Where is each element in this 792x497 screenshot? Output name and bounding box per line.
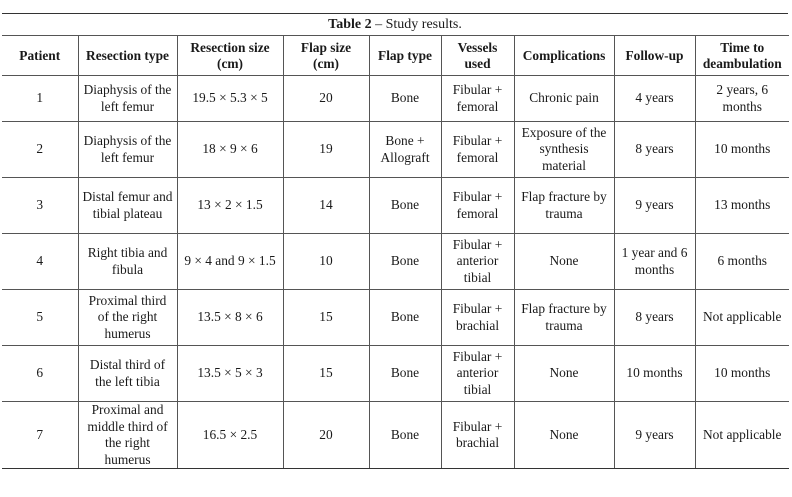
cell-flap-size: 19 [283, 122, 369, 178]
cell-follow-up: 10 months [614, 346, 695, 402]
cell-flap-type: Bone [369, 234, 441, 290]
header-flap-size: Flap size (cm) [283, 36, 369, 76]
cell-time-to-deambulation: 2 years, 6 months [695, 76, 789, 122]
cell-flap-type: Bone + Allograft [369, 122, 441, 178]
table-row [2, 76, 789, 122]
table-caption [2, 13, 788, 36]
header-complications: Complications [514, 36, 614, 76]
cell-time-to-deambulation: 10 months [695, 346, 789, 402]
header-resection-size: Resection size (cm) [177, 36, 283, 76]
cell-time-to-deambulation: Not applicable [695, 402, 789, 469]
cell-complications: None [514, 234, 614, 290]
cell-flap-type: Bone [369, 178, 441, 234]
table-row [2, 290, 789, 346]
cell-follow-up: 1 year and 6 months [614, 234, 695, 290]
cell-vessels-used: Fibular + femoral [441, 76, 514, 122]
cell-time-to-deambulation: 6 months [695, 234, 789, 290]
cell-flap-type: Bone [369, 290, 441, 346]
cell-vessels-used: Fibular + anterior tibial [441, 346, 514, 402]
cell-complications: Exposure of the synthesis material [514, 122, 614, 178]
table-caption-label: Table 2 [328, 17, 372, 32]
header-flap-type: Flap type [369, 36, 441, 76]
cell-resection-type: Proximal and middle third of the right humerus [78, 402, 177, 469]
cell-flap-size: 20 [283, 402, 369, 469]
header-vessels-used: Vessels used [441, 36, 514, 76]
cell-resection-type: Diaphysis of the left femur [78, 122, 177, 178]
cell-resection-type: Diaphysis of the left femur [78, 76, 177, 122]
cell-flap-size: 10 [283, 234, 369, 290]
cell-vessels-used: Fibular + femoral [441, 122, 514, 178]
cell-flap-size: 20 [283, 76, 369, 122]
cell-flap-type: Bone [369, 346, 441, 402]
cell-patient: 7 [2, 402, 78, 469]
cell-flap-size: 14 [283, 178, 369, 234]
cell-resection-size: 19.5 × 5.3 × 5 [177, 76, 283, 122]
cell-time-to-deambulation: 13 months [695, 178, 789, 234]
cell-patient: 2 [2, 122, 78, 178]
cell-patient: 4 [2, 234, 78, 290]
cell-resection-size: 18 × 9 × 6 [177, 122, 283, 178]
header-patient: Patient [2, 36, 78, 76]
table-caption-text: – Study results. [371, 17, 462, 32]
cell-vessels-used: Fibular + anterior tibial [441, 234, 514, 290]
cell-resection-type: Proximal third of the right humerus [78, 290, 177, 346]
cell-resection-size: 16.5 × 2.5 [177, 402, 283, 469]
table-row [2, 122, 789, 178]
table-row [2, 234, 789, 290]
cell-flap-size: 15 [283, 346, 369, 402]
table-row [2, 178, 789, 234]
cell-follow-up: 9 years [614, 178, 695, 234]
study-results-table [2, 35, 789, 469]
table-row [2, 402, 789, 469]
cell-flap-size: 15 [283, 290, 369, 346]
header-time-to-deambulation: Time to deambulation [695, 36, 789, 76]
table-row [2, 346, 789, 402]
cell-time-to-deambulation: Not applicable [695, 290, 789, 346]
cell-patient: 1 [2, 76, 78, 122]
cell-complications: None [514, 346, 614, 402]
cell-follow-up: 8 years [614, 290, 695, 346]
cell-follow-up: 8 years [614, 122, 695, 178]
cell-resection-size: 13.5 × 5 × 3 [177, 346, 283, 402]
cell-resection-type: Right tibia and fibula [78, 234, 177, 290]
cell-complications: None [514, 402, 614, 469]
cell-complications: Flap fracture by trauma [514, 178, 614, 234]
cell-vessels-used: Fibular + brachial [441, 290, 514, 346]
header-resection-type: Resection type [78, 36, 177, 76]
cell-follow-up: 9 years [614, 402, 695, 469]
cell-time-to-deambulation: 10 months [695, 122, 789, 178]
cell-vessels-used: Fibular + brachial [441, 402, 514, 469]
cell-complications: Chronic pain [514, 76, 614, 122]
table-header-row [2, 36, 789, 76]
cell-patient: 5 [2, 290, 78, 346]
header-follow-up: Follow-up [614, 36, 695, 76]
cell-resection-size: 13.5 × 8 × 6 [177, 290, 283, 346]
cell-patient: 6 [2, 346, 78, 402]
cell-follow-up: 4 years [614, 76, 695, 122]
cell-resection-size: 9 × 4 and 9 × 1.5 [177, 234, 283, 290]
cell-resection-size: 13 × 2 × 1.5 [177, 178, 283, 234]
cell-resection-type: Distal third of the left tibia [78, 346, 177, 402]
cell-flap-type: Bone [369, 402, 441, 469]
cell-vessels-used: Fibular + femoral [441, 178, 514, 234]
cell-resection-type: Distal femur and tibial plateau [78, 178, 177, 234]
cell-complications: Flap fracture by trauma [514, 290, 614, 346]
cell-flap-type: Bone [369, 76, 441, 122]
cell-patient: 3 [2, 178, 78, 234]
